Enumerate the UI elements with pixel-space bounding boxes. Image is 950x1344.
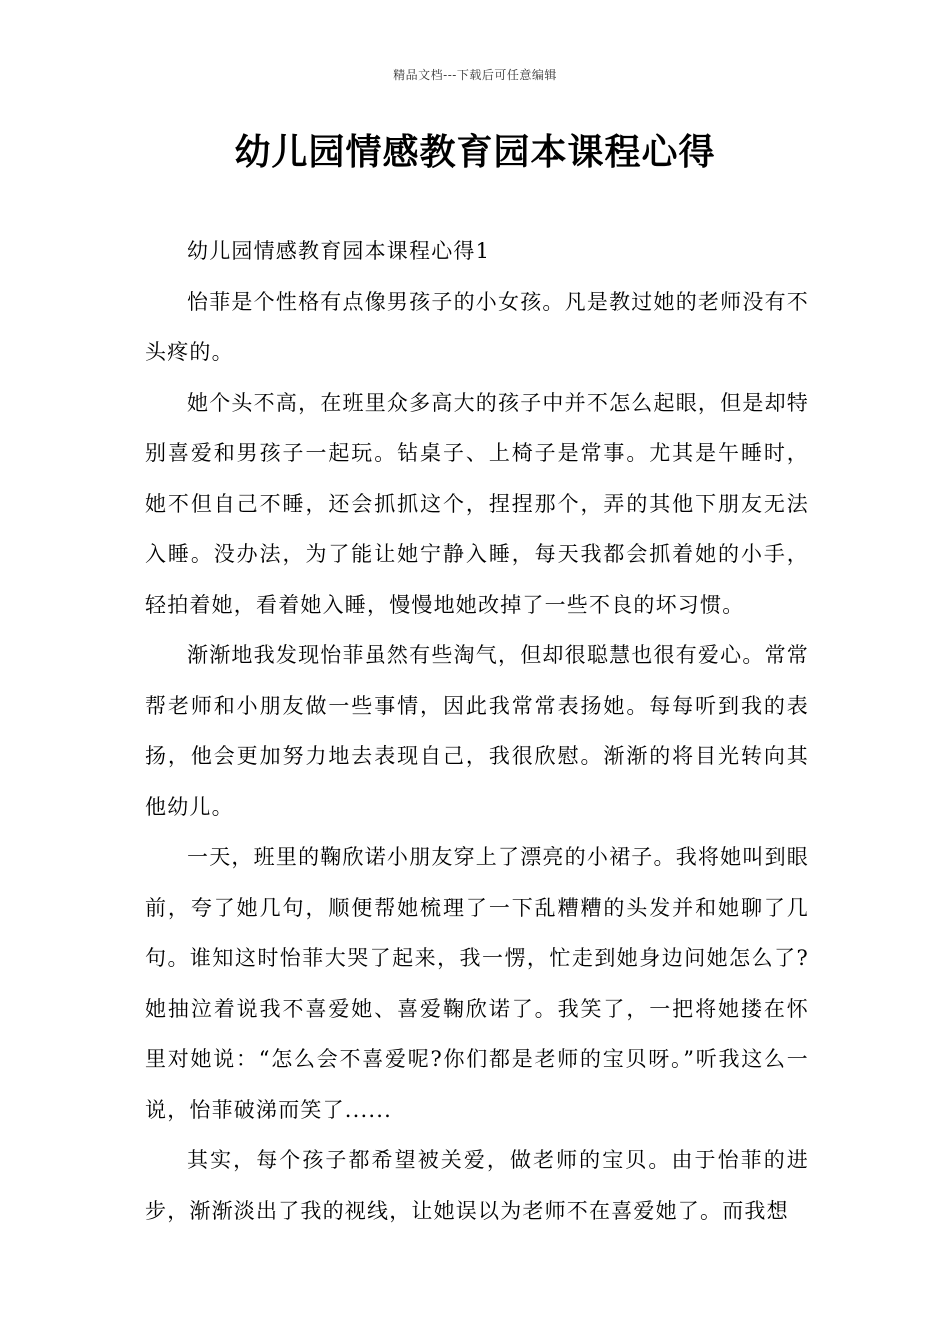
document-title: 幼儿园情感教育园本课程心得 [234,131,716,173]
document-body [145,226,809,1236]
paragraph: 她个头不高，在班里众多高大的孩子中并不怎么起眼，但是却特别喜爱和男孩子一起玩。钻桌子、上椅子是常事。尤其是午睡时，她不但自己不睡，还会抓抓这个，捏捏那个，弄的其他下朋友无法入睡。没办法，为了能让她宁静入睡，每天我都会抓着她的小手，轻拍着她，看着她入睡，慢慢地她改掉了一些不良的坏习惯。 [145,390,809,617]
section-heading: 幼儿园情感教育园本课程心得1 [187,239,491,263]
paragraph: 怡菲是个性格有点像男孩子的小女孩。凡是教过她的老师没有不头疼的。 [145,289,809,364]
paragraph: 渐渐地我发现怡菲虽然有些淘气，但却很聪慧也很有爱心。常常帮老师和小朋友做一些事情，因此我常常表扬她。每每听到我的表扬，他会更加努力地去表现自己，我很欣慰。渐渐的将目光转向其他幼儿。 [145,643,809,819]
paragraph: 一天，班里的鞠欣诺小朋友穿上了漂亮的小裙子。我将她叫到眼前，夸了她几句，顺便帮她梳理了一下乱糟糟的头发并和她聊了几句。谁知这时怡菲大哭了起来，我一愣，忙走到她身边问她怎么了?她抽泣着说我不喜爱她、喜爱鞠欣诺了。我笑了，一把将她搂在怀里对她说：“怎么会不喜爱呢?你们都是老师的宝贝呀。”听我这么一说，怡菲破涕而笑了...... [145,845,809,1122]
paragraph: 其实，每个孩子都希望被关爱，做老师的宝贝。由于怡菲的进步，渐渐淡出了我的视线，让她误以为老师不在喜爱她了。而我想 [145,1148,809,1223]
header-note: 精品文档---下载后可任意编辑 [393,68,557,82]
